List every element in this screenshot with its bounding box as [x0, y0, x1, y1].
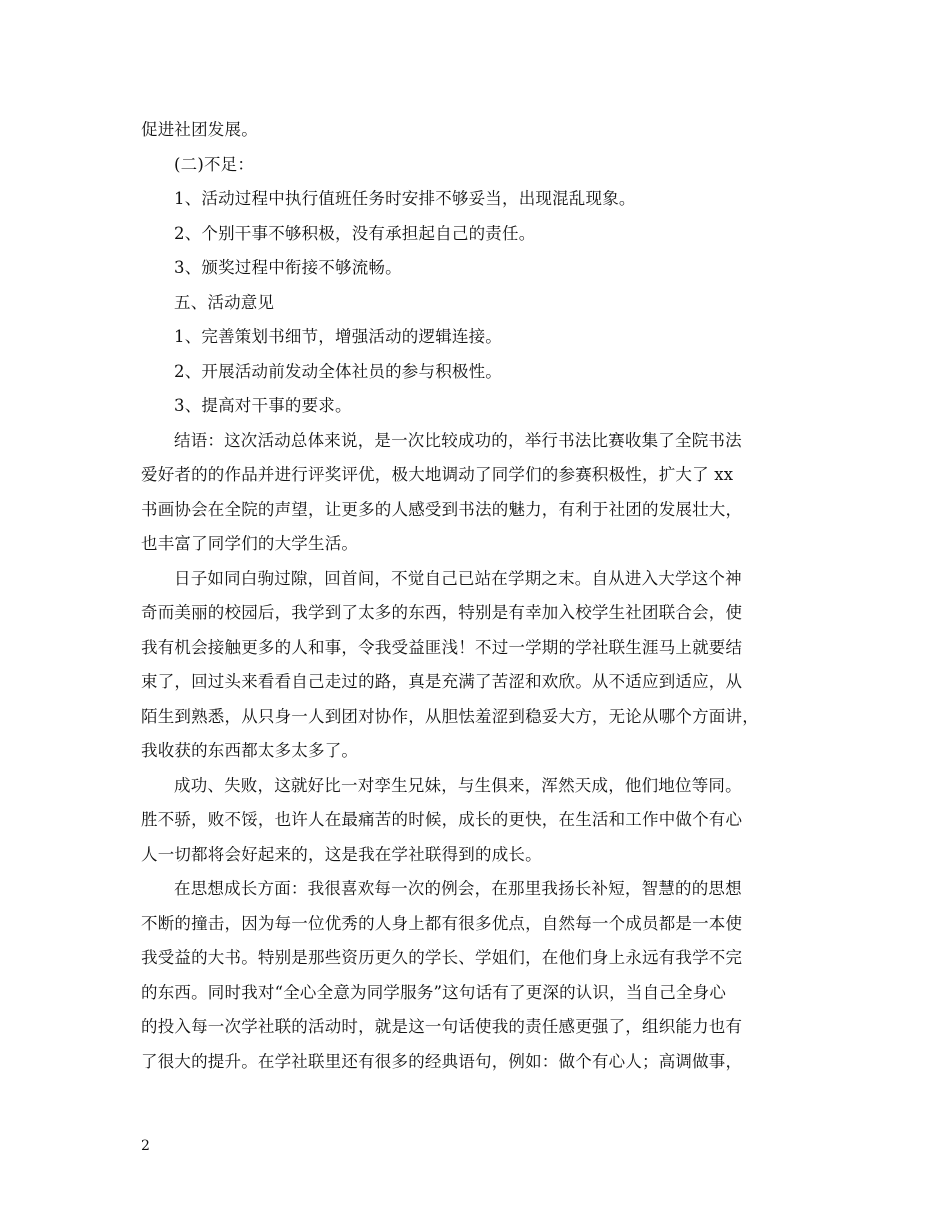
paragraph-line: 束了，回过头来看看自己走过的路，真是充满了苦涩和欢欣。从不适应到适应，从 — [141, 672, 743, 691]
paragraph-line: 结语：这次活动总体来说，是一次比较成功的，举行书法比赛收集了全院书法 — [174, 430, 742, 450]
section-heading: (二)不足： — [174, 154, 255, 174]
paragraph-line: 了很大的提升。在学社联里还有很多的经典语句，例如：做个有心人；高调做事， — [141, 1051, 743, 1071]
list-item: 1、完善策划书细节，增强活动的逻辑连接。 — [174, 327, 502, 346]
paragraph-line: 爱好者的的作品并进行评奖评优，极大地调动了同学们的参赛积极性，扩大了 xx — [141, 465, 734, 484]
paragraph-line: 成功、失败，这就好比一对孪生兄妹，与生俱来，浑然天成，他们地位等同。 — [174, 775, 742, 795]
paragraph-line: 也丰富了同学们的大学生活。 — [141, 534, 359, 553]
paragraph-line: 我受益的大书。特别是那些资历更久的学长、学姐们，在他们身上永远有我学不完 — [141, 948, 743, 967]
paragraph-line: 奇而美丽的校园后，我学到了太多的东西，特别是有幸加入校学生社团联合会，使 — [141, 603, 743, 622]
paragraph-line: 书画协会在全院的声望，让更多的人感受到书法的魅力，有利于社团的发展壮大， — [141, 499, 743, 519]
list-item: 2、个别干事不够积极，没有承担起自己的责任。 — [174, 223, 536, 243]
paragraph-line: 的投入每一次学社联的活动时，就是这一句话使我的责任感更强了，组织能力也有 — [141, 1017, 743, 1036]
list-item: 1、活动过程中执行值班任务时安排不够妥当，出现混乱现象。 — [174, 189, 636, 208]
paragraph-line: 我有机会接触更多的人和事，令我受益匪浅！不过一学期的学社联生涯马上就要结 — [141, 637, 743, 657]
paragraph-line: 我收获的东西都太多太多了。 — [141, 741, 359, 760]
text-line: 促进社团发展。 — [141, 120, 258, 139]
paragraph-line: 的东西。同时我对“全心全意为同学服务”这句话有了更深的认识，当自己全身心 — [141, 982, 727, 1002]
paragraph-line: 人一切都将会好起来的，这是我在学社联得到的成长。 — [141, 844, 542, 864]
list-item: 2、开展活动前发动全体社员的参与积极性。 — [174, 361, 502, 381]
paragraph-line: 在思想成长方面：我很喜欢每一次的例会，在那里我扬长补短，智慧的的思想 — [174, 879, 742, 898]
paragraph-line: 日子如同白驹过隙，回首间，不觉自己已站在学期之末。自从进入大学这个神 — [174, 568, 742, 588]
paragraph-line: 胜不骄，败不馁，也许人在最痛苦的时候，成长的更快，在生活和工作中做个有心 — [141, 810, 743, 829]
list-item: 3、提高对干事的要求。 — [174, 396, 352, 415]
paragraph-line: 不断的撞击，因为每一位优秀的人身上都有很多优点，自然每一个成员都是一本使 — [141, 913, 743, 933]
page-number: 2 — [141, 1138, 150, 1154]
list-item: 3、颁奖过程中衔接不够流畅。 — [174, 258, 402, 277]
section-heading: 五、活动意见 — [174, 292, 275, 312]
paragraph-line: 陌生到熟悉，从只身一人到团对协作，从胆怯羞涩到稳妥大方，无论从哪个方面讲， — [141, 706, 759, 726]
document-body — [141, 113, 811, 1079]
